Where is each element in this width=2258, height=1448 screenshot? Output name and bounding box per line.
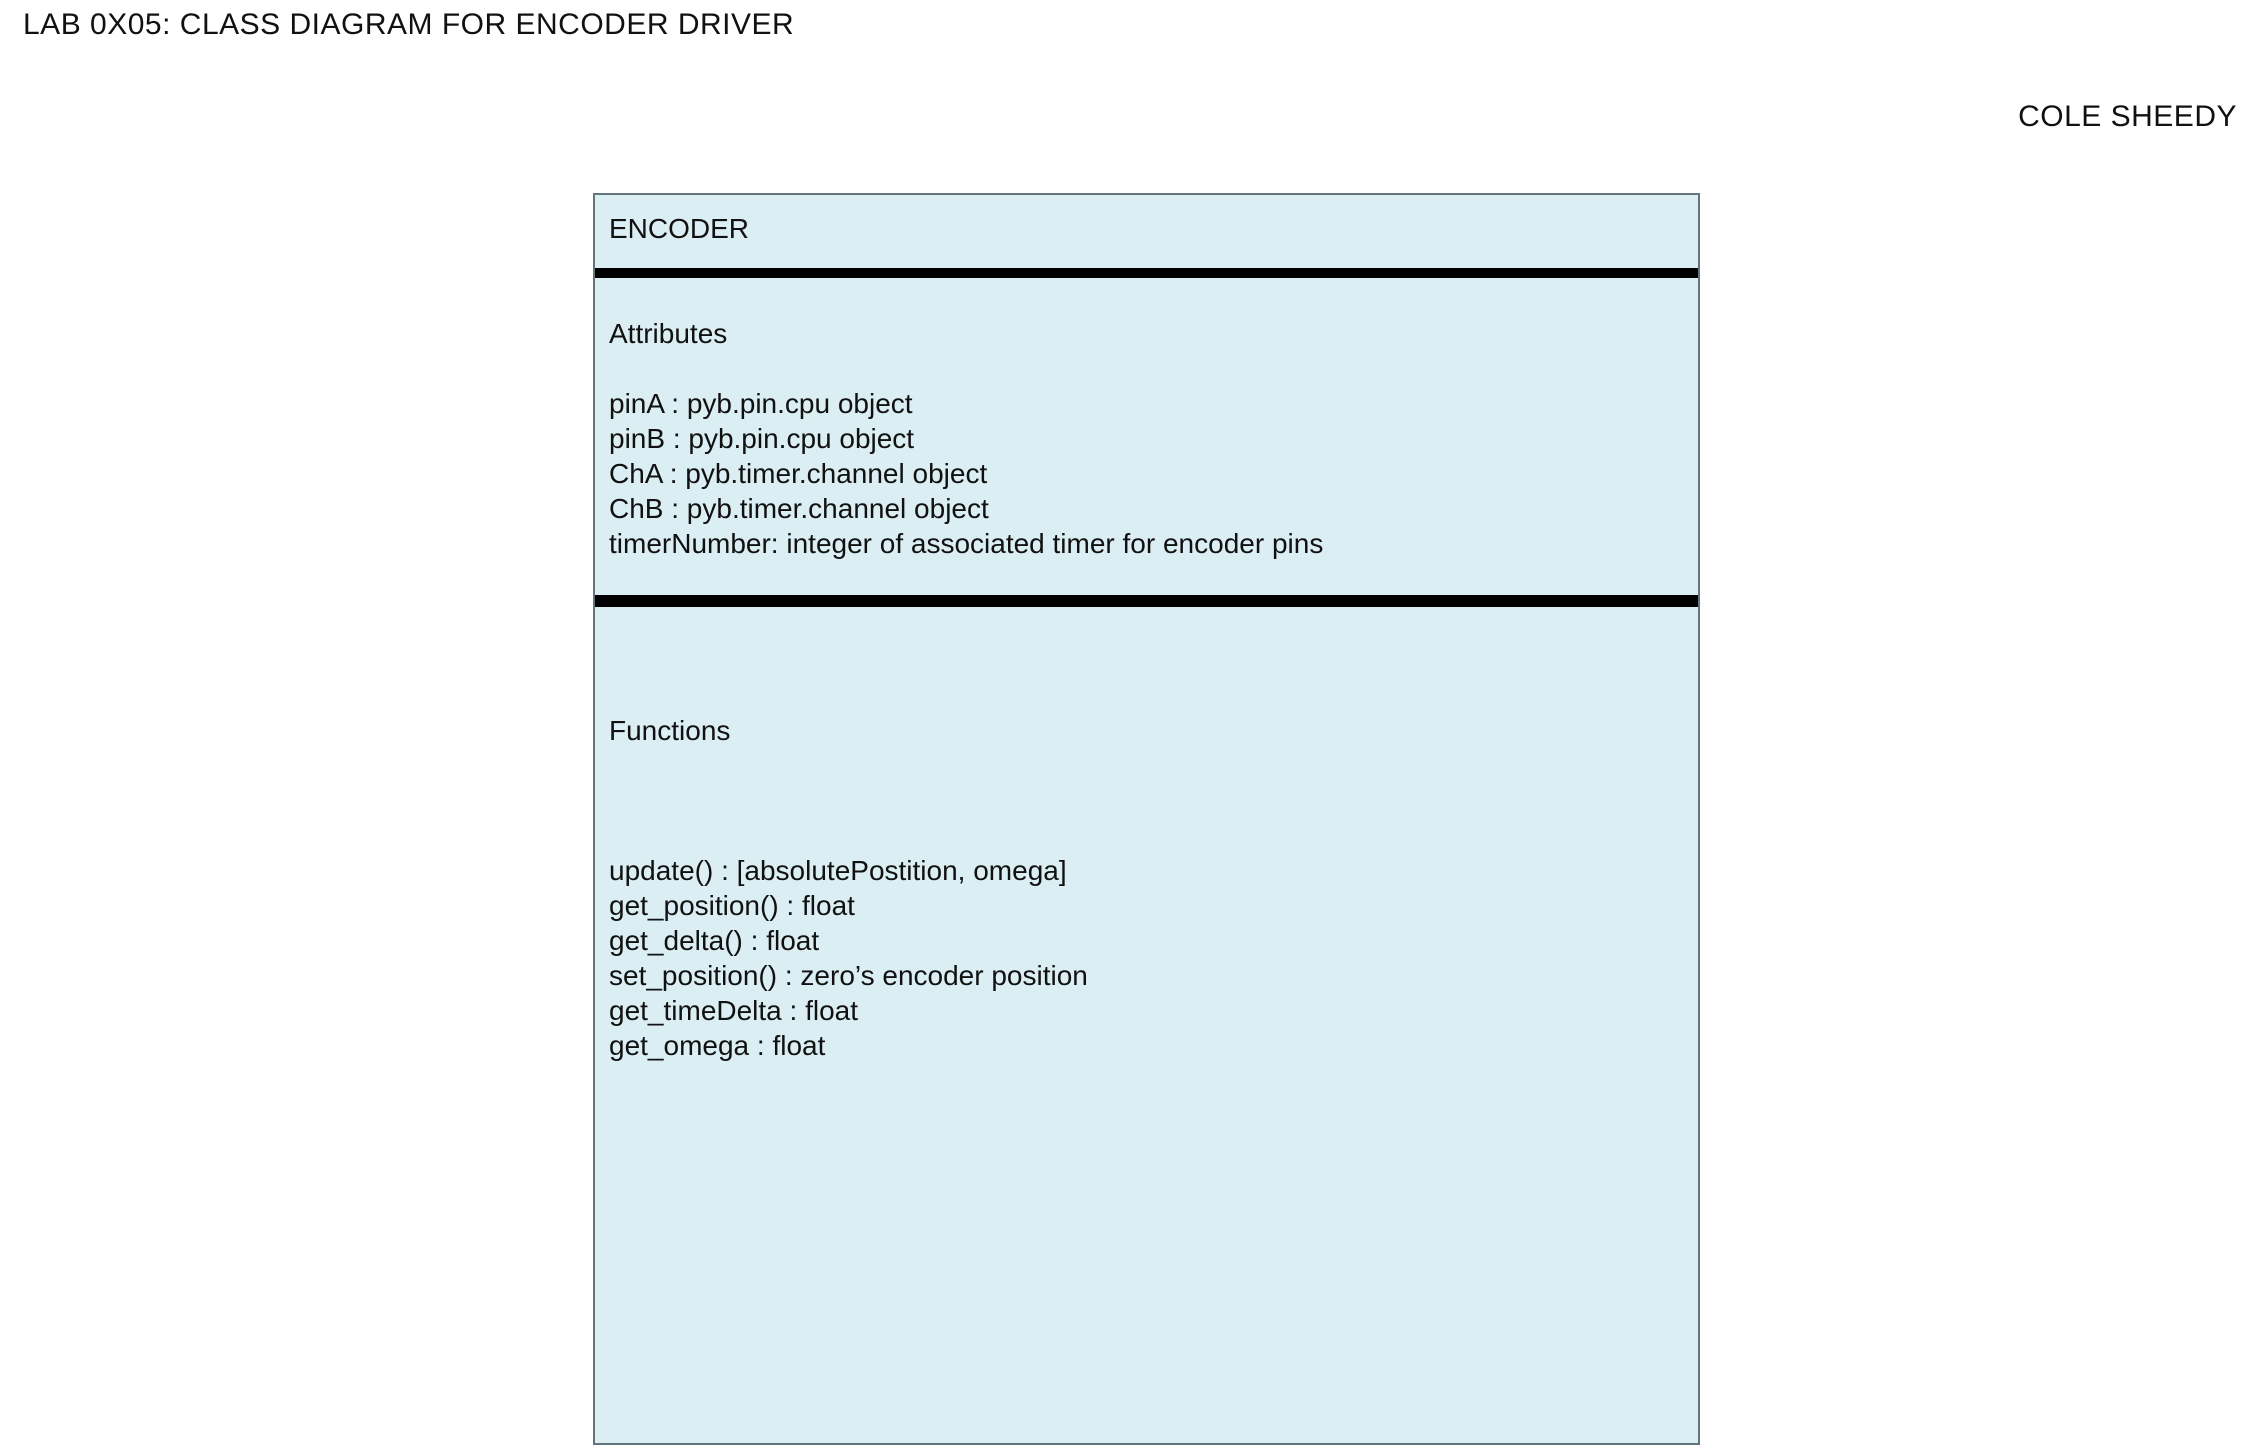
page-title: LAB 0X05: CLASS DIAGRAM FOR ENCODER DRIVER: [23, 8, 795, 41]
attribute-item: timerNumber: integer of associated timer for encoder pins: [609, 528, 1324, 559]
attribute-item: ChA : pyb.timer.channel object: [609, 458, 988, 489]
functions-section: [595, 607, 1698, 1443]
function-item: set_position() : zero’s encoder position: [609, 960, 1088, 991]
functions-label: Functions: [609, 715, 731, 746]
attribute-item: pinB : pyb.pin.cpu object: [609, 423, 915, 454]
attribute-item: ChB : pyb.timer.channel object: [609, 493, 989, 524]
author-name: COLE SHEEDY: [2018, 100, 2237, 133]
spacer: [609, 748, 1684, 853]
function-item: update() : [absolutePostition, omega]: [609, 855, 1067, 886]
attributes-label: Attributes: [609, 318, 728, 349]
function-item: get_position() : float: [609, 890, 855, 921]
section-divider: [595, 268, 1698, 278]
class-name: ENCODER: [609, 213, 750, 244]
attributes-section: [595, 278, 1698, 595]
class-name-section: [595, 195, 1698, 268]
encoder-class-diagram-box: [593, 193, 1700, 1445]
function-item: get_omega : float: [609, 1030, 826, 1061]
section-divider: [595, 595, 1698, 607]
function-item: get_timeDelta : float: [609, 995, 859, 1026]
function-item: get_delta() : float: [609, 925, 820, 956]
attribute-item: pinA : pyb.pin.cpu object: [609, 388, 913, 419]
spacer: [609, 351, 1684, 386]
